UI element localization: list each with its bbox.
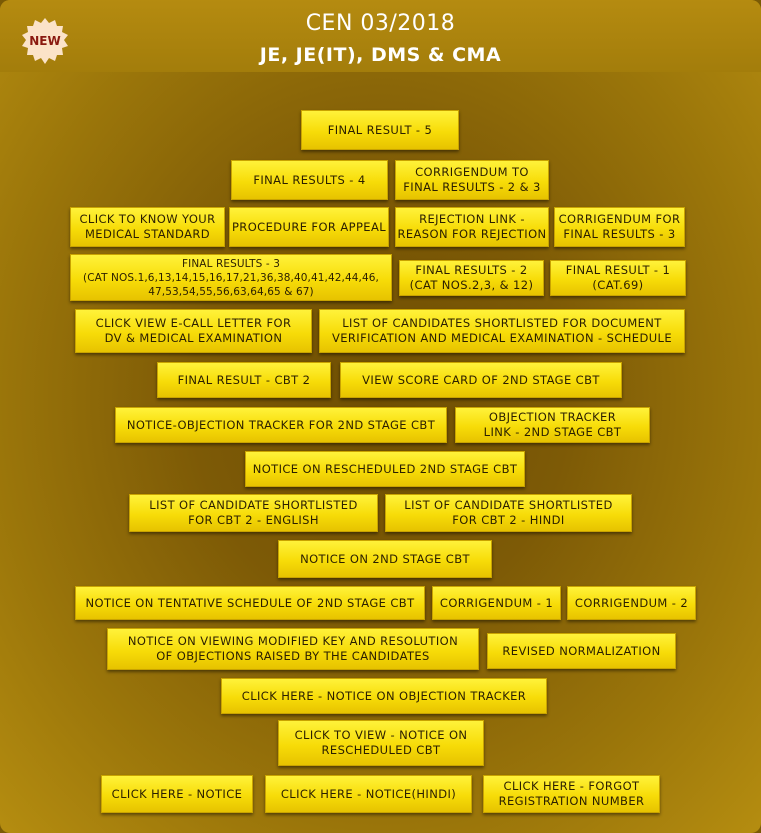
ecall-letter-button[interactable]: CLICK VIEW E-CALL LETTER FOR DV & MEDICAL EXAMINATION xyxy=(75,309,312,353)
rescheduled-2nd-stage-button[interactable]: NOTICE ON RESCHEDULED 2ND STAGE CBT xyxy=(245,451,525,487)
notice-hindi-button[interactable]: CLICK HERE - NOTICE(HINDI) xyxy=(265,775,472,813)
corrigendum-final-3-button[interactable]: CORRIGENDUM FOR FINAL RESULTS - 3 xyxy=(554,207,685,247)
notice-code: CEN 03/2018 xyxy=(305,11,456,36)
notice-button[interactable]: CLICK HERE - NOTICE xyxy=(101,775,253,813)
page-title: JE, JE(IT), DMS & CMA xyxy=(259,44,502,66)
shortlisted-hindi-button[interactable]: LIST OF CANDIDATE SHORTLISTED FOR CBT 2 - HINDI xyxy=(385,494,632,532)
corrigendum-1-button[interactable]: CORRIGENDUM - 1 xyxy=(432,586,561,620)
final-result-cbt2-button[interactable]: FINAL RESULT - CBT 2 xyxy=(157,362,331,398)
objection-tracker-link-button[interactable]: OBJECTION TRACKER LINK - 2ND STAGE CBT xyxy=(455,407,650,443)
shortlisted-english-button[interactable]: LIST OF CANDIDATE SHORTLISTED FOR CBT 2 - ENGLISH xyxy=(129,494,378,532)
shortlisted-dv-schedule-button[interactable]: LIST OF CANDIDATES SHORTLISTED FOR DOCUMENT VERIFICATION AND MEDICAL EXAMINATION - SCHEDULE xyxy=(319,309,685,353)
corrigendum-2-button[interactable]: CORRIGENDUM - 2 xyxy=(567,586,696,620)
rescheduled-cbt-button[interactable]: CLICK TO VIEW - NOTICE ON RESCHEDULED CBT xyxy=(278,720,484,766)
forgot-registration-button[interactable]: CLICK HERE - FORGOT REGISTRATION NUMBER xyxy=(483,775,660,813)
objection-tracker-click-button[interactable]: CLICK HERE - NOTICE ON OBJECTION TRACKER xyxy=(221,678,547,714)
rejection-link-button[interactable]: REJECTION LINK - REASON FOR REJECTION xyxy=(395,207,549,247)
corrigendum-final-2-3-button[interactable]: CORRIGENDUM TO FINAL RESULTS - 2 & 3 xyxy=(395,160,549,200)
revised-normalization-button[interactable]: REVISED NORMALIZATION xyxy=(487,633,676,669)
score-card-button[interactable]: VIEW SCORE CARD OF 2ND STAGE CBT xyxy=(340,362,622,398)
final-result-1-button[interactable]: FINAL RESULT - 1 (CAT.69) xyxy=(550,260,686,296)
notice-2nd-stage-button[interactable]: NOTICE ON 2ND STAGE CBT xyxy=(278,540,492,578)
modified-key-button[interactable]: NOTICE ON VIEWING MODIFIED KEY AND RESOLUTION OF OBJECTIONS RAISED BY THE CANDIDATES xyxy=(107,628,479,670)
medical-standard-button[interactable]: CLICK TO KNOW YOUR MEDICAL STANDARD xyxy=(70,207,225,247)
final-result-5-button[interactable]: FINAL RESULT - 5 xyxy=(301,110,459,150)
procedure-appeal-button[interactable]: PROCEDURE FOR APPEAL xyxy=(229,207,389,247)
final-results-4-button[interactable]: FINAL RESULTS - 4 xyxy=(231,160,388,200)
final-results-2-button[interactable]: FINAL RESULTS - 2 (CAT NOS.2,3, & 12) xyxy=(399,260,544,296)
tentative-schedule-button[interactable]: NOTICE ON TENTATIVE SCHEDULE OF 2ND STAGE CBT xyxy=(75,586,425,620)
final-results-3-button[interactable]: FINAL RESULTS - 3 (CAT NOS.1,6,13,14,15,16,17,21,36,38,40,41,42,44,46, 47,53,54,55,56,63,64,65 & 67) xyxy=(70,254,392,301)
new-badge-label: NEW xyxy=(29,34,61,48)
objection-tracker-notice-button[interactable]: NOTICE-OBJECTION TRACKER FOR 2ND STAGE CBT xyxy=(115,407,447,443)
header xyxy=(0,0,761,72)
